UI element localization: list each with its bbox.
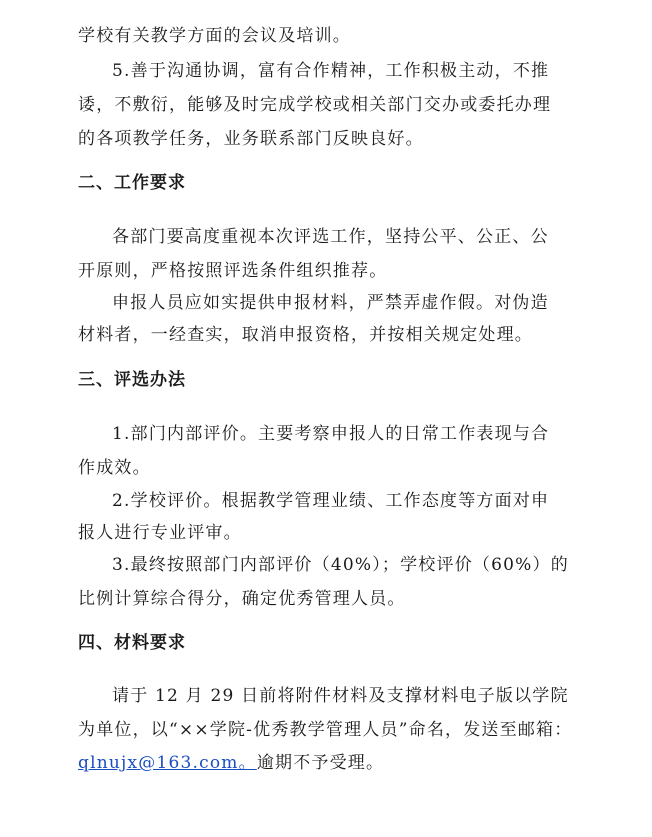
method-item-1-line-2: 作成效。 — [78, 458, 151, 478]
criterion-5-line-2: 诿，不敷衍，能够及时完成学校或相关部门交办或委托办理 — [78, 95, 552, 115]
work-req-para-2-line-2: 材料者，一经查实，取消申报资格，并按相关规定处理。 — [78, 325, 533, 345]
material-req-line-2: 为单位，以“××学院-优秀教学管理人员”命名，发送至邮箱： — [78, 720, 573, 740]
work-req-para-1-line-2: 开原则，严格按照评选条件组织推荐。 — [78, 261, 388, 281]
deadline-note: 逾期不予受理。 — [256, 753, 385, 773]
method-item-2-line-1: 2.学校评价。根据教学管理业绩、工作态度等方面对申 — [112, 491, 550, 511]
prev-section-tail-line: 学校有关教学方面的会议及培训。 — [78, 26, 351, 46]
method-item-3-line-2: 比例计算综合得分，确定优秀管理人员。 — [78, 589, 406, 609]
section-heading-selection-method: 三、评选办法 — [78, 370, 186, 390]
work-req-para-1-line-1: 各部门要高度重视本次评选工作，坚持公平、公正、公 — [112, 227, 549, 247]
method-item-2-line-2: 报人进行专业评审。 — [78, 523, 242, 543]
submission-email-link[interactable]: qlnujx@163.com。 — [78, 753, 257, 773]
method-item-1-line-1: 1.部门内部评价。主要考察申报人的日常工作表现与合 — [112, 424, 550, 444]
material-req-line-3 — [78, 751, 568, 775]
work-req-para-2-line-1: 申报人员应如实提供申报材料，严禁弄虚作假。对伪造 — [112, 293, 549, 313]
method-item-3-line-1: 3.最终按照部门内部评价（40%）；学校评价（60%）的 — [112, 555, 569, 575]
section-heading-material-requirements: 四、材料要求 — [78, 633, 186, 653]
criterion-5-line-3: 的各项教学任务，业务联系部门反映良好。 — [78, 129, 424, 149]
criterion-5-line-1: 5.善于沟通协调，富有合作精神，工作积极主动，不推 — [112, 61, 550, 81]
section-heading-work-requirements: 二、工作要求 — [78, 173, 186, 193]
material-req-line-1: 请于 12 月 29 日前将附件材料及支撑材料电子版以学院 — [112, 686, 569, 706]
